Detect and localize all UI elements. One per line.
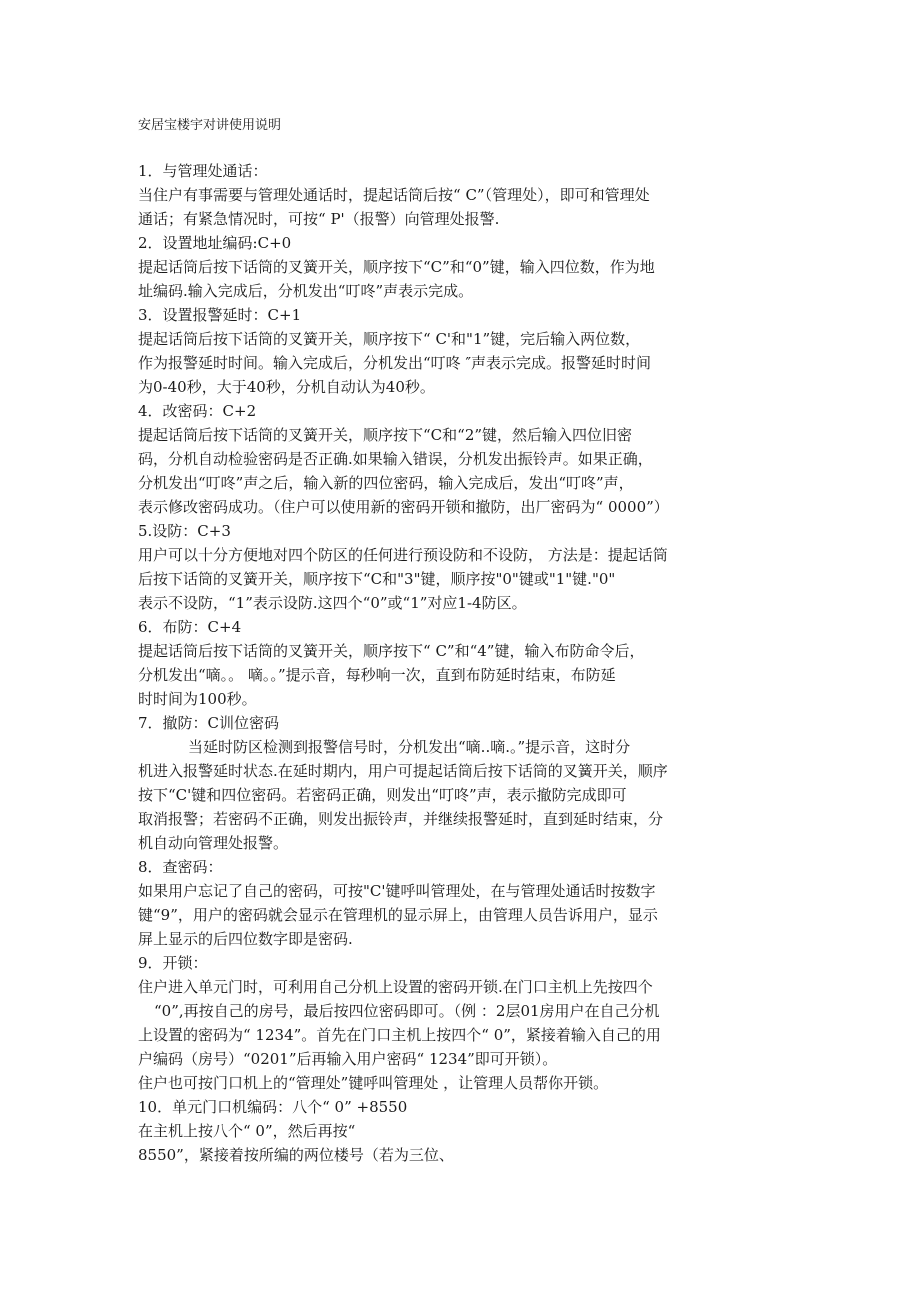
text-line: 址编码.输入完成后，分机发出“叮咚”声表示完成。 [138, 282, 474, 300]
text-line: 提起话筒后按下话筒的叉簧开关，顺序按下“C”和“0”键，输入四位数，作为地 [138, 258, 655, 276]
text-line: 上设置的密码为“ 1234”。首先在门口主机上按四个“ 0”，紧接着输入自己的用 [138, 1026, 661, 1044]
text-line: 表示不设防，“1”表示设防.这四个“0”或“1”对应1-4防区。 [138, 594, 527, 612]
section-9-heading: 9．开锁： [138, 954, 208, 972]
section-7-heading: 7．撤防：C训位密码 [138, 714, 280, 732]
text-line: 通话；有紧急情况时，可按“ P'（报警）向管理处报警. [138, 210, 500, 228]
text-line: 码，分机自动检验密码是否正确.如果输入错误，分机发出振铃声。如果正确， [138, 450, 653, 468]
section-8-heading: 8．查密码： [138, 858, 223, 876]
section-5-heading: 5.设防：C+3 [138, 522, 231, 540]
section-2-heading: 2．设置地址编码:C+0 [138, 234, 292, 252]
text-line: 提起话筒后按下话筒的叉簧开关，顺序按下“ C'和"1”键，完后输入两位数， [138, 330, 641, 348]
text-line: 机自动向管理处报警。 [138, 834, 289, 852]
text-line: 时时间为100秒。 [138, 690, 257, 708]
text-line: 取消报警；若密码不正确，则发出振铃声，并继续报警延时，直到延时结束，分 [138, 810, 664, 828]
text-line: 如果用户忘记了自己的密码，可按"C'键呼叫管理处，在与管理处通话时按数字 [138, 882, 656, 900]
text-line: 按下“C'键和四位密码。若密码正确，则发出“叮咚”声，表示撤防完成即可 [138, 786, 627, 804]
text-line: 用户可以十分方便地对四个防区的任何进行预设防和不设防， 方法是：提起话筒 [138, 546, 668, 564]
text-line: 当延时防区检测到报警信号时，分机发出“嘀..嘀.。”提示音，这时分 [188, 738, 631, 756]
section-3-heading: 3．设置报警延时：C+1 [138, 306, 302, 324]
text-line: 为0-40秒，大于40秒，分机自动认为40秒。 [138, 378, 435, 396]
text-line: “0”,再按自己的房号，最后按四位密码即可。（例 ：2层01房用户在自己分机 [154, 1002, 660, 1020]
text-line: 作为报警延时时间。输入完成后，分机发出“叮咚 ″声表示完成。报警延时时间 [138, 354, 652, 372]
text-line: 户编码（房号）“0201”后再输入用户密码“ 1234”即可开锁）。 [138, 1050, 558, 1068]
text-line: 键“9”，用户的密码就会显示在管理机的显示屏上，由管理人员告诉用户，显示 [138, 906, 658, 924]
text-line: 机进入报警延时状态.在延时期内，用户可提起话筒后按下话筒的叉簧开关，顺序 [138, 762, 668, 780]
text-line: 住户也可按门口机上的“管理处”键呼叫管理处 ，让管理人员帮你开锁。 [138, 1074, 609, 1092]
section-6-heading: 6．布防：C+4 [138, 618, 242, 636]
text-line: 8550”，紧接着按所编的两位楼号（若为三位、 [138, 1146, 454, 1164]
text-line: 提起话筒后按下话筒的叉簧开关，顺序按下“C和“2”键，然后输入四位旧密 [138, 426, 633, 444]
text-line: 分机发出“叮咚”声之后，输入新的四位密码，输入完成后，发出“叮咚”声， [138, 474, 634, 492]
text-line: 分机发出“嘀。。 嘀。。”提示音，每秒响一次，直到布防延时结束，布防延 [138, 666, 616, 684]
document-title: 安居宝楼宇对讲使用说明 [138, 118, 282, 133]
text-line: 表示修改密码成功。（住户可以使用新的密码开锁和撤防，出厂密码为“ 0000”） [138, 498, 669, 516]
text-line: 提起话筒后按下话筒的叉簧开关，顺序按下“ C”和“4”键，输入布防命令后， [138, 642, 645, 660]
section-10-heading: 10．单元门口机编码：八个“ 0” +8550 [138, 1098, 408, 1116]
text-line: 屏上显示的后四位数字即是密码. [138, 930, 353, 948]
text-line: 后按下话筒的叉簧开关，顺序按下“C和"3"键，顺序按"0"键或"1"键."0" [138, 570, 616, 588]
text-line: 在主机上按八个“ 0”，然后再按“ [138, 1122, 356, 1140]
text-line: 当住户有事需要与管理处通话时，提起话筒后按“ C”（管理处），即可和管理处 [138, 186, 650, 204]
section-1-heading: 1．与管理处通话： [138, 162, 268, 180]
section-4-heading: 4．改密码：C+2 [138, 402, 257, 420]
text-line: 住户进入单元门时，可利用自己分机上设置的密码开锁.在门口主机上先按四个 [138, 978, 653, 996]
